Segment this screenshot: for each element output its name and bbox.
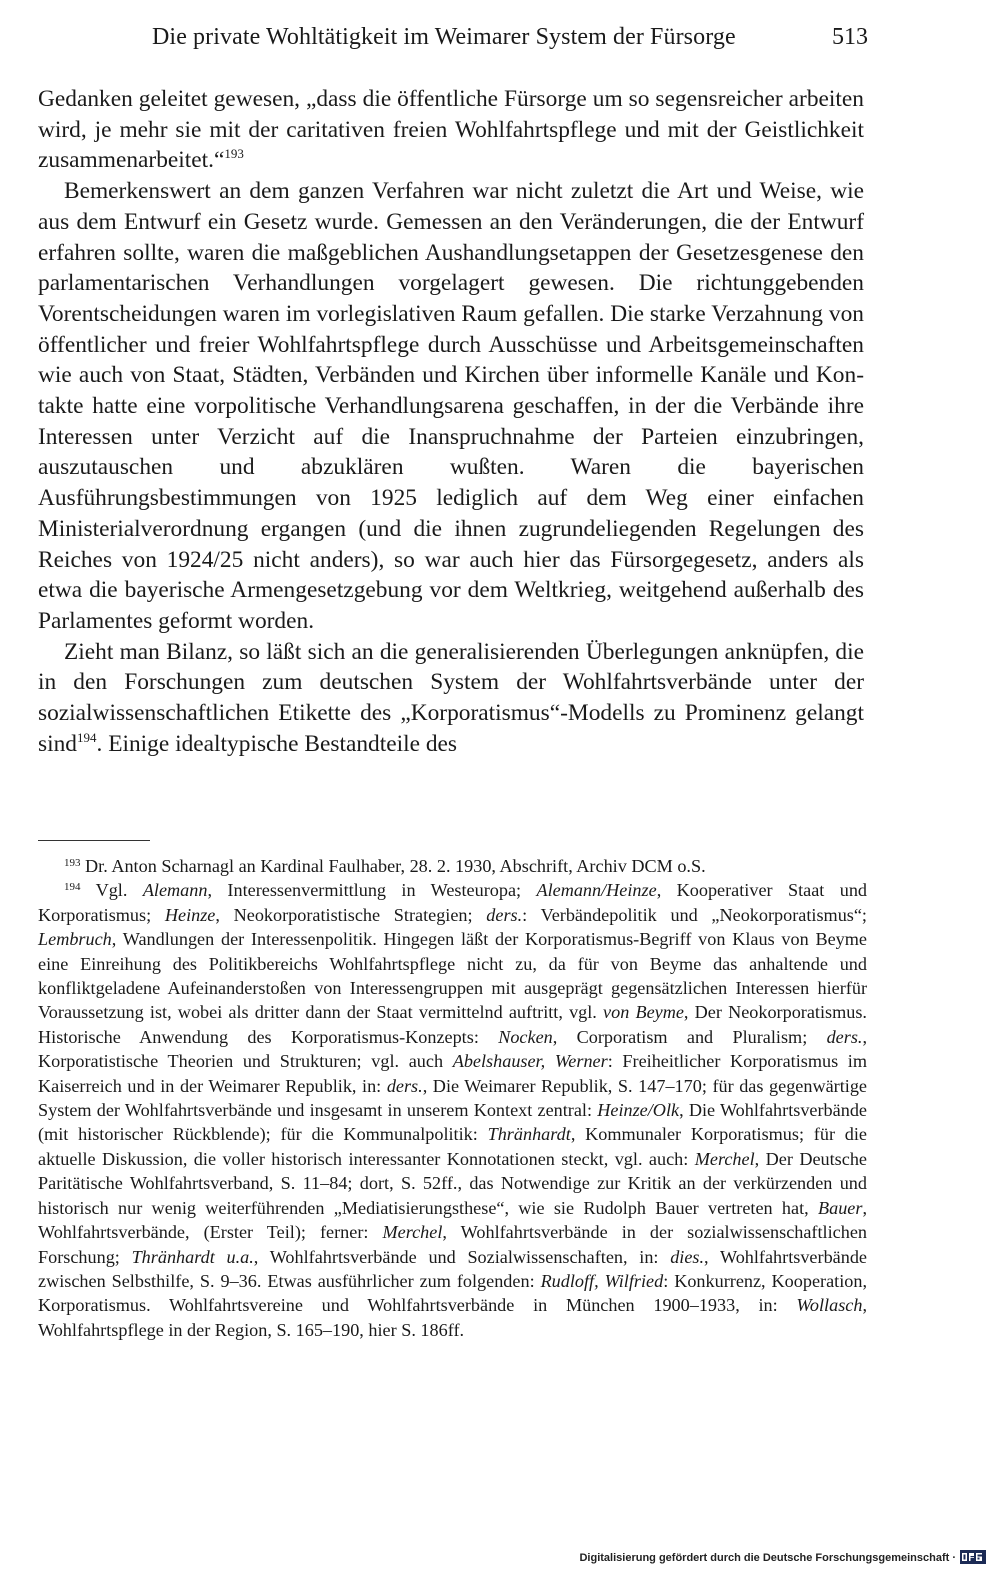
footnote-text: , Die Weimarer Republik, S. 147–170; für das gegenwärtige System der Wohlfahrtsverbände und insgesamt in unserem Kontext zentral: (38, 1075, 867, 1121)
footnote-text: , Neokorporatistische Strategien; (215, 904, 487, 925)
footnote-text: , Kooperativer Staat und Korporatismus; (38, 880, 868, 925)
author-name: ders. (486, 904, 523, 925)
footnote-text: Vgl. (95, 880, 143, 901)
footnotes (38, 854, 867, 1342)
paragraph-2: Bemerkenswert an dem ganzen Verfahren war nicht zuletzt die Art und Weise, wie aus dem Entwurf ein Gesetz wurde. Gemessen an den Veränderungen, die der Entwurf erfahren sollte, waren die maßgeblichen Aushandlungsetappen der Gesetzesgenese den parlamentarischen Verhandlungen vorgelagert gewesen. Die richtunggebenden Vorentscheidungen waren im vorlegislativen Raum gefallen. Die starke Verzahnung von öffentlicher und freier Wohlfahrtspflege durch Ausschüsse und Arbeitsgemeinschaften wie auch von Staat, Städten, Verbänden und Kirchen über informelle Kanäle und Kontakte hatte eine vorpolitische Verhandlungsarena geschaffen, in der die Verbände ihre Interessen unter Verzicht auf die Inanspruchnahme der Parteien einzubringen, auszutauschen und abzuklären wußten. Waren die bayerischen Ausführungsbestimmungen von 1925 lediglich auf dem Weg einer einfachen Ministerialverordnung ergangen (und die ihnen zugrundeliegenden Regelungen des Reiches von 1924/25 nicht anders), so war auch hier das Fürsorgegesetz, anders als etwa die bayerische Armengesetzgebung vor dem Weltkrieg, weitgehend außerhalb des Parlamentes geformt worden. (38, 178, 864, 634)
digitization-credit: Digitalisierung gefördert durch die Deutsche Forschungsgemeinschaft · (579, 1552, 956, 1564)
footnote-number: 193 (64, 857, 81, 869)
footnote-text: : Freiheitlicher Korporatismus im Kaiserreich und in der Weimarer Republik, in: (38, 1051, 868, 1096)
footnote-number: 194 (64, 881, 81, 894)
paragraph-3-text-b: . Einige idealtypische Bestandteile des (96, 730, 457, 757)
author-name: Rudloff, Wilfried (540, 1270, 664, 1291)
footnote-text: , Der Deutsche Paritätische Wohlfahrtsverband, S. 11–84; dort, S. 52ff., das Notwendige zur Kritik an der verkürzenden und historisch nur wenig weiterführenden „Mediatisierungsthese“, wie sie Rudolph Bauer vertreten hat, (38, 1148, 867, 1218)
main-text (38, 84, 864, 759)
author-name: Nocken (498, 1026, 553, 1047)
footnote-text: , Wohlfahrtsverbände, (Erster Teil); ferner: (38, 1197, 867, 1243)
footnote-text: , Interessenvermittlung in Westeuropa; (207, 880, 537, 901)
author-name: Heinze (164, 904, 216, 925)
dfg-logo-icon (960, 1550, 986, 1564)
footnote-divider (38, 840, 150, 841)
footnote-text: , Kommunaler Korporatismus; für die aktuelle Diskussion, die voller historisch interessanter Konnotationen steckt, vgl. auch: (38, 1124, 867, 1169)
running-title: Die private Wohltätigkeit im Weimarer System der Fürsorge (152, 24, 736, 50)
footnote-text: , Korporatistische Theorien und Strukturen; vgl. auch (38, 1026, 867, 1072)
footnote-text: , Die Wohlfahrtsverbände (mit historischer Rückblende); für die Kommunalpolitik: (38, 1100, 867, 1145)
page-number: 513 (832, 24, 868, 50)
author-name: ders. (826, 1026, 863, 1047)
footnote-ref-194[interactable]: 194 (77, 729, 97, 745)
paragraph-3-text-a: Zieht man Bilanz, so läßt sich an die generalisierenden Überlegungen anknüpfen, die in den Forschungen zum deutschen System der Wohlfahrtsverbände unter der sozialwissenschaftlichen Etikette des „Korporatismus“-Modells zu Prominenz gelangt sind (38, 638, 864, 757)
footnote-text: , Wohlfahrtspflege in der Region, S. 165–190, hier S. 186ff. (38, 1295, 867, 1340)
footnote-194 (38, 878, 867, 1342)
author-name: Merchel (382, 1222, 443, 1243)
footnote-text: Dr. Anton Scharnagl an Kardinal Faulhaber, 28. 2. 1930, Abschrift, Archiv DCM o.S. (85, 856, 706, 876)
footnote-text: , Corporatism and Pluralism; (552, 1026, 827, 1047)
footnote-text: , Wohlfahrtsverbände und Sozialwissenschaften, in: (253, 1246, 671, 1267)
author-name: Merchel (694, 1148, 755, 1169)
paragraph-1 (38, 84, 864, 176)
footnote-text: : Verbändepolitik und „Neokorporatismus“; (522, 904, 867, 925)
paragraph-3 (38, 637, 864, 760)
paragraph-1-text: Gedanken geleitet gewesen, „dass die öffentliche Fürsorge um so segensreicher arbeiten wird, je mehr sie mit der caritativen freien Wohlfahrtspflege und mit der Geistlichkeit zusammenarbeitet.“ (38, 86, 864, 174)
author-name: ders. (386, 1075, 423, 1096)
footnote-text: , Der Neokorporatismus. Historische Anwendung des Korporatismus-Konzepts: (38, 1002, 867, 1047)
author-name: Alemann (142, 880, 208, 901)
author-name: Lembruch (38, 929, 112, 950)
author-name: Thränhardt (487, 1124, 571, 1145)
footnote-193 (38, 854, 867, 878)
footnote-text: : Konkurrenz, Kooperation, Korporatismus. Wohlfahrtsvereine und Wohlfahrtsverbände in München 1900–1933, in: (38, 1270, 867, 1316)
author-name: Alemann/Heinze (536, 880, 657, 901)
author-name: dies. (670, 1246, 705, 1267)
footnote-text: , Wandlungen der Interessenpolitik. Hingegen läßt der Korporatismus-Begriff von Klaus von Beyme eine Einreihung des Politikbereichs Wohlfahrtspflege nicht zu, da für von Beyme das anhaltende und konfliktgeladene Aufeinanderstoßen von Interessengruppen mit ausgeprägt gegensätzlichen Interessen hierfür Voraussetzung ist, wobei als dritter dann der Staat vermittelnd auftritt, vgl. (38, 929, 867, 1023)
footnote-text: , Wohlfahrtsverbände zwischen Selbsthilfe, S. 9–36. Etwas ausführlicher zum folgenden: (38, 1246, 867, 1291)
author-name: Abelshauser, Werner (452, 1051, 608, 1072)
author-name: Heinze/Olk (597, 1100, 680, 1121)
footnote-ref-193[interactable]: 193 (224, 146, 244, 162)
author-name: Bauer (818, 1197, 863, 1218)
author-name: Thränhardt u.a. (131, 1246, 254, 1267)
author-name: Wollasch (796, 1295, 863, 1316)
footnote-text: , Wohlfahrtsverbände in der sozialwissenschaftlichen Forschung; (38, 1222, 867, 1267)
author-name: von Beyme (603, 1002, 684, 1023)
